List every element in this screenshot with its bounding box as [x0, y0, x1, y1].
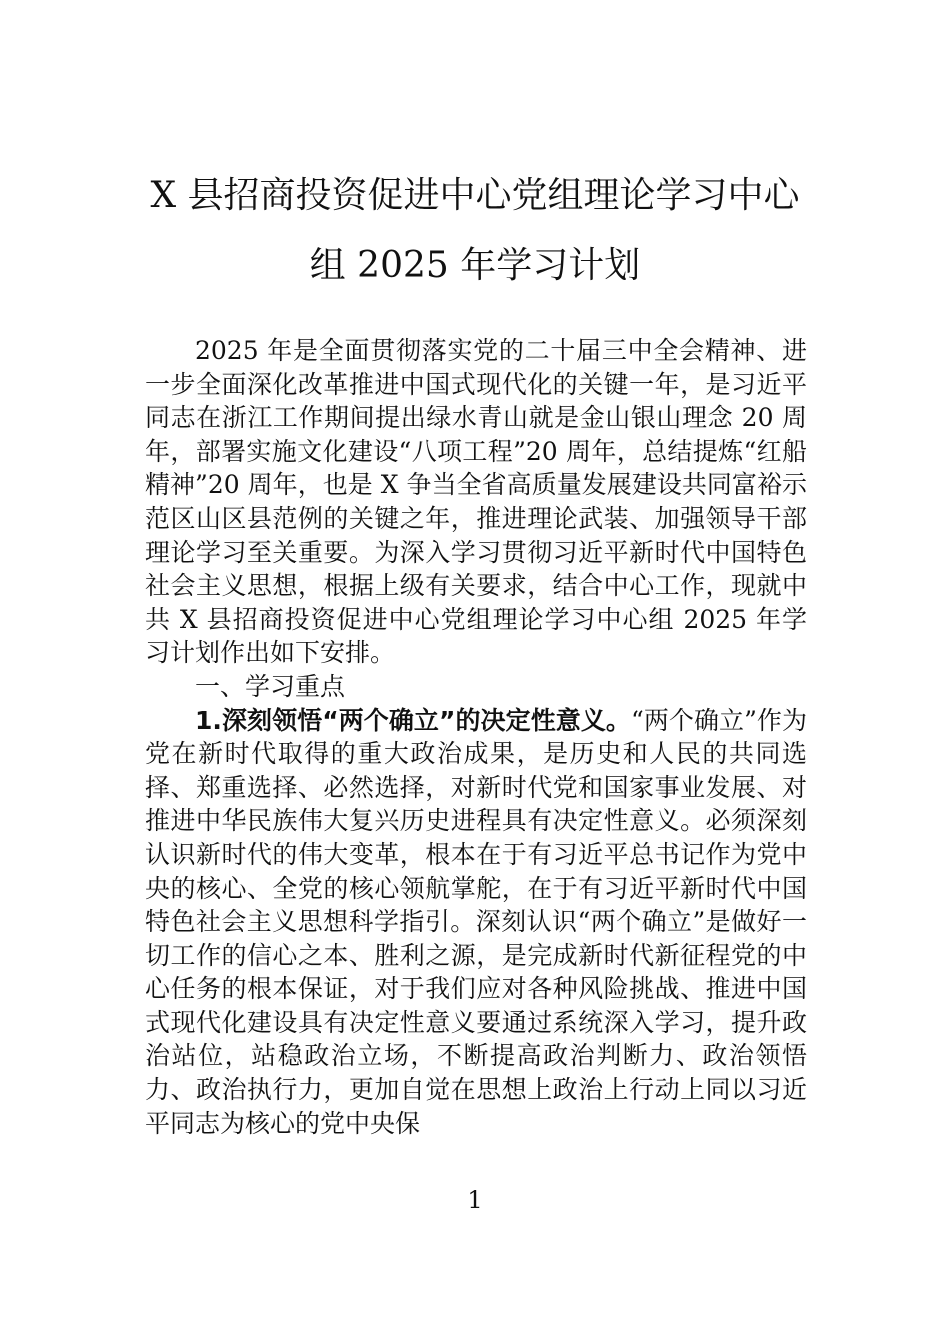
point-1-body: “两个确立”作为党在新时代取得的重大政治成果，是历史和人民的共同选择、郑重选择、必然选择，对新时代党和国家事业发展、对推进中华民族伟大复兴历史进程具有决定性意义。必须深刻认识新时代的伟大变革，根本在于有习近平总书记作为党中央的核心、全党的核心领航掌舵，在于有习近平新时代中国特色社会主义思想科学指引。深刻认识“两个确立”是做好一切工作的信心之本、胜利之源，是完成新时代新征程党的中心任务的根本保证，对于我们应对各种风险挑战、推进中国式现代化建设具有决定性意义要通过系统深入学习，提升政治站位，站稳政治立场，不断提高政治判断力、政治领悟力、政治执行力，更加自觉在思想上政治上行动上同以习近平同志为核心的党中央保 [145, 705, 807, 1138]
section-heading: 一、学习重点 [195, 671, 346, 701]
page-number: 1 [467, 1186, 483, 1214]
intro-paragraph: 2025 年是全面贯彻落实党的二十届三中全会精神、进一步全面深化改革推进中国式现代化的关键一年，是习近平同志在浙江工作期间提出绿水青山就是金山银山理念 20 周年，部署实施文化建设“八项工程”20 周年，总结提炼“红船精神”20 周年，也是 X 争当全省高质量发展建设共同富裕示范区山区县范例的关键之年，推进理论武装、加强领导干部理论学习至关重要。为深入学习贯彻习近平新时代中国特色社会主义思想，根据上级有关要求，结合中心工作，现就中共 X 县招商投资促进中心党组理论学习中心组 2025 年学习计划作出如下安排。 [145, 336, 807, 668]
document-title-line-1: X 县招商投资促进中心党组理论学习中心 [150, 175, 800, 216]
document-body [145, 334, 807, 1140]
point-1-lead: 1.深刻领悟“两个确立”的决定性意义。 [195, 705, 631, 735]
document-title-line-2: 组 2025 年学习计划 [309, 245, 641, 286]
point-1-paragraph [145, 704, 807, 1141]
